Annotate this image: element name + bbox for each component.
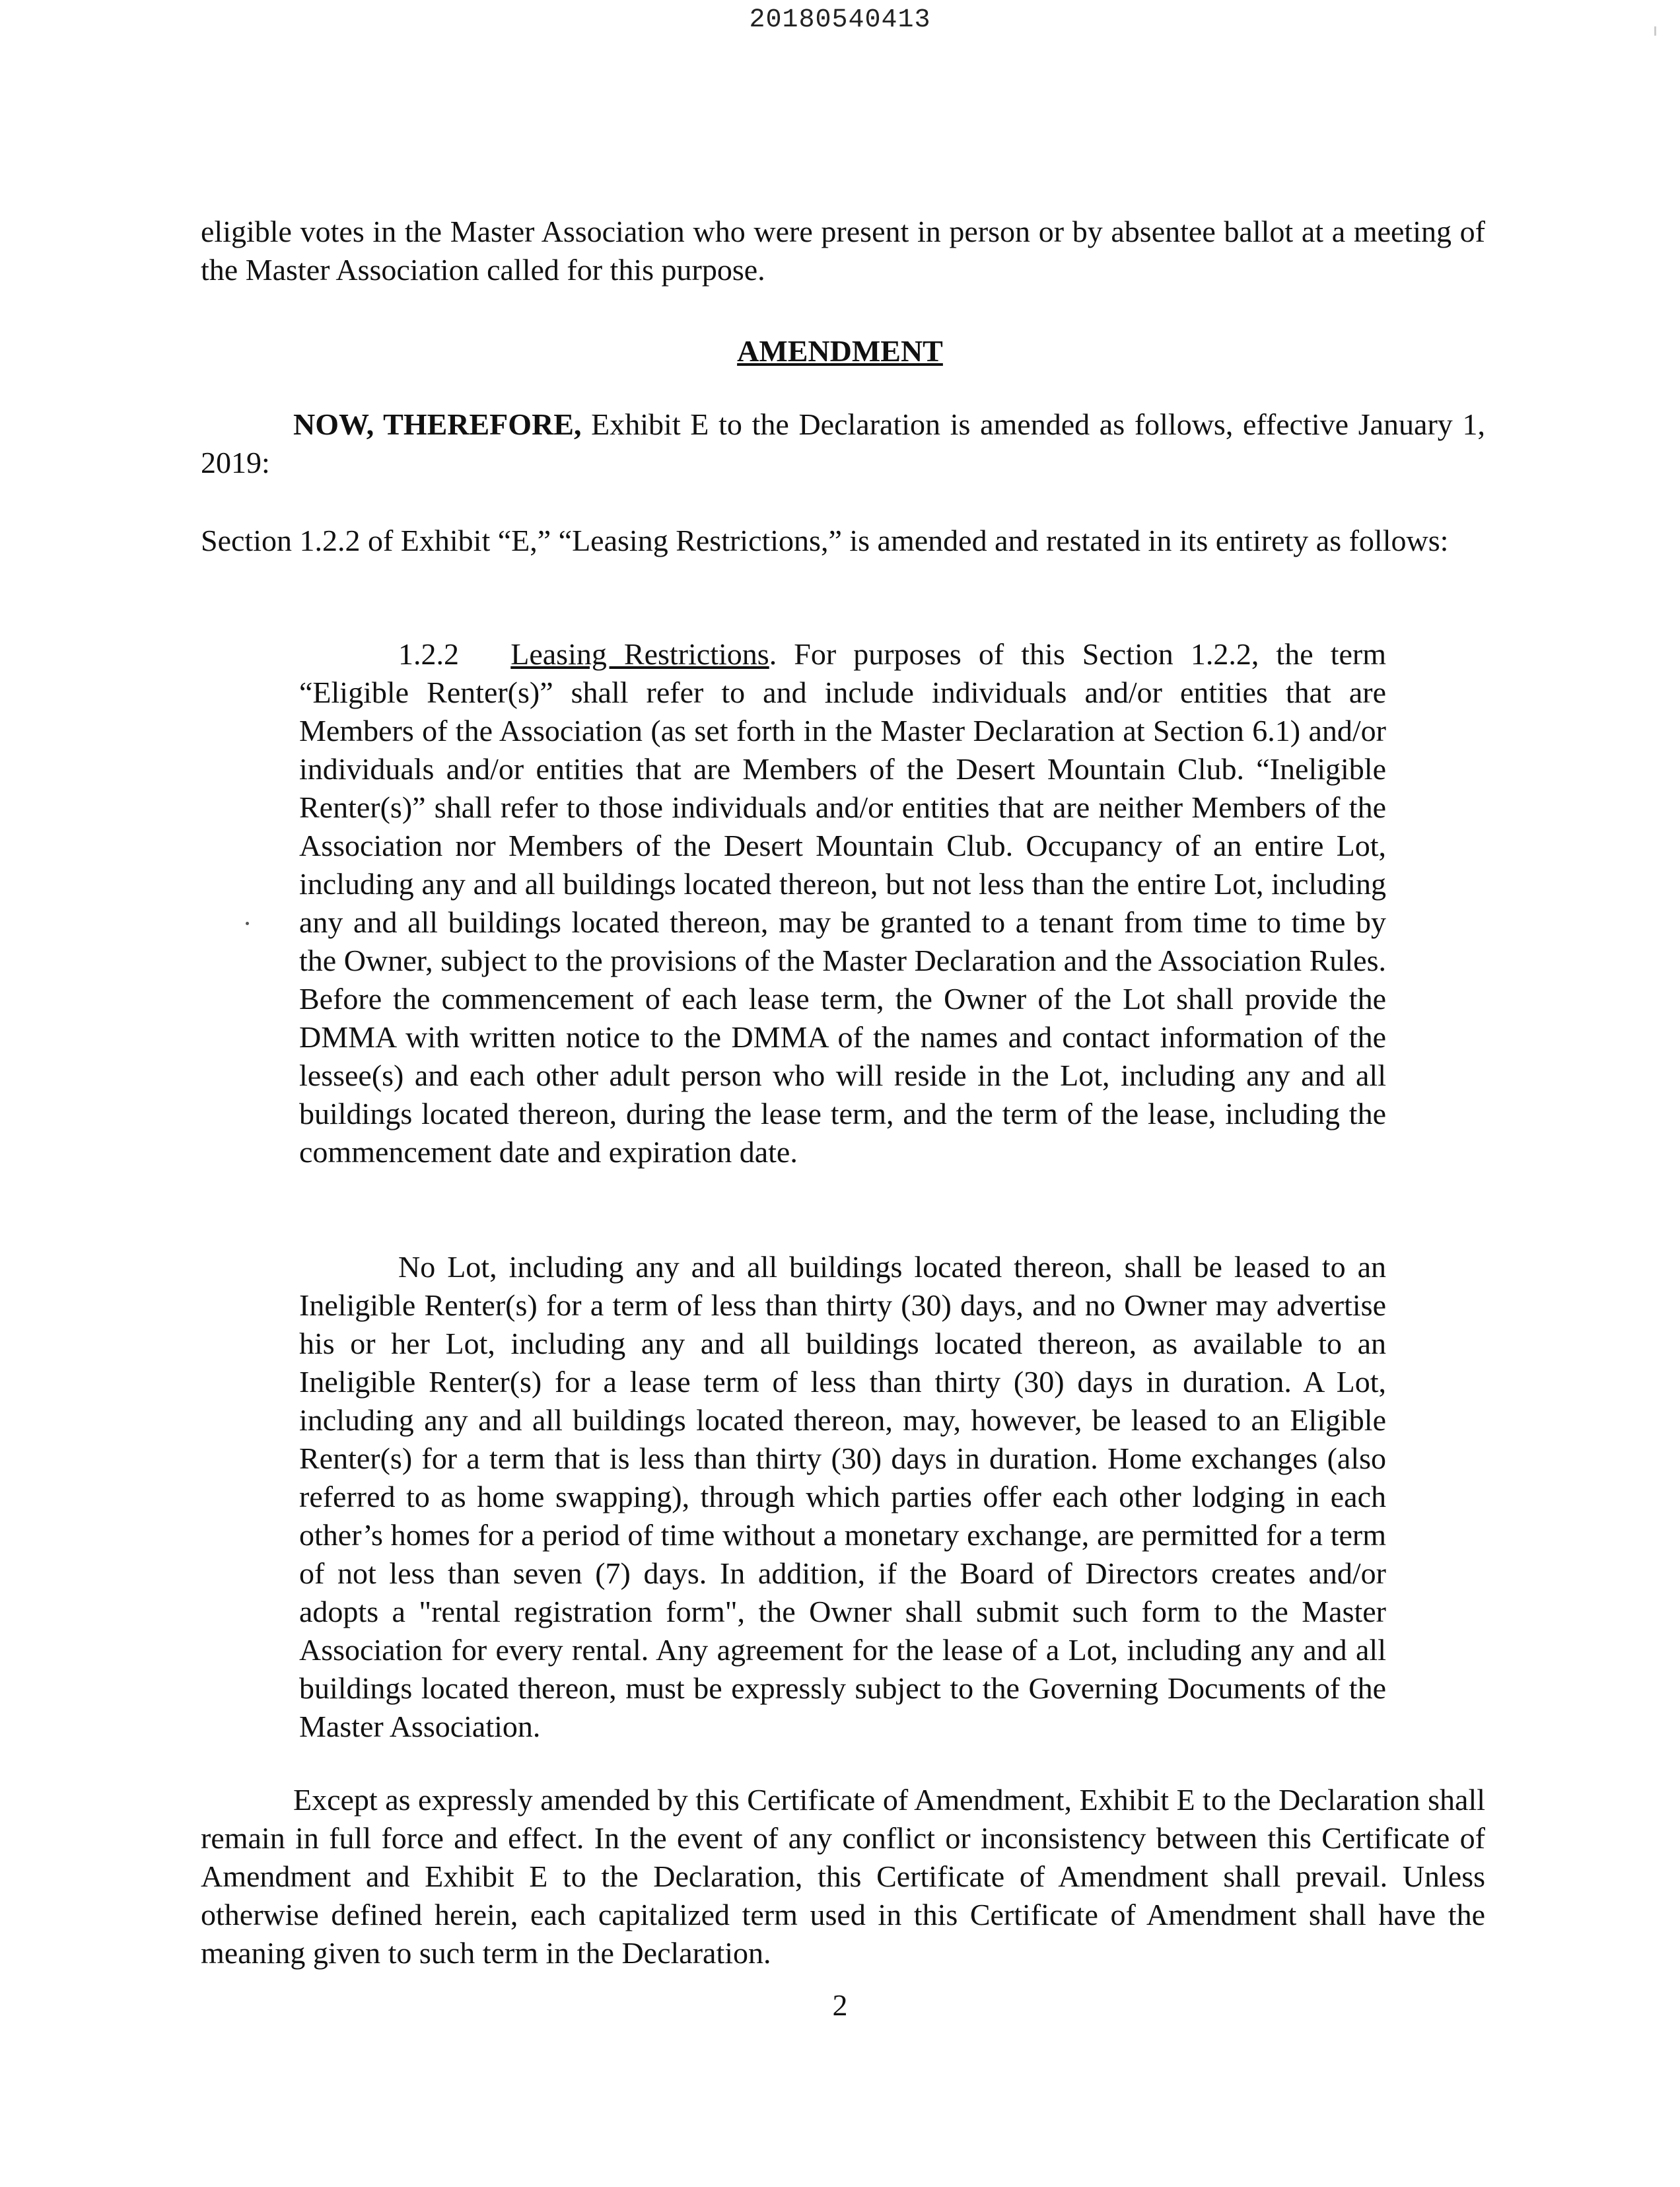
section-body-1: . For purposes of this Section 1.2.2, the term “Eligible Renter(s)” shall refer to and include individuals and/or entities that are Members of the Association (as set forth in the Master Declaration at Section 6.1) and/or individuals and/or entities that are Members of the Desert Mountain Club. “Ineligible Renter(s)” shall refer to those individuals and/or entities that are neither Members of the Association nor Members of the Desert Mountain Club. Occupancy of an entire Lot, including any and all buildings located thereon, but not less than the entire Lot, including any and all buildings located thereon, may be granted to a tenant from time to time by the Owner, subject to the provisions of the Master Declaration and the Association Rules. Before the commencement of each lease term, the Owner of the Lot shall provide the DMMA with written notice to the DMMA of the names and contact information of the lessee(s) and each other adult person who will reside in the Lot, including any and all buildings located thereon, during the lease term, and the term of the lease, including the commencement date and expiration date. [299, 637, 1386, 1169]
closing-paragraph: Except as expressly amended by this Certificate of Amendment, Exhibit E to the Declaration shall remain in full force and effect. In the event of any conflict or inconsistency between this Certificate of Amendment and Exhibit E to the Declaration, this Certificate of Amendment shall prevail. Unless otherwise defined herein, each capitalized term used in this Certificate of Amendment shall have the meaning given to such term in the Declaration. [201, 1783, 1485, 1970]
quoted-section-paragraph-2: No Lot, including any and all buildings located thereon, shall be leased to an Ineligible Renter(s) for a term of less than thirty (30) days, and no Owner may advertise his or her Lot, including any and all buildings located thereon, as available to an Ineligible Renter(s) for a lease term of less than thirty (30) days in duration. A Lot, including any and all buildings located thereon, may, however, be leased to an Eligible Renter(s) for a term that is less than thirty (30) days in duration. Home exchanges (also referred to as home swapping), through which parties offer each other lodging in each other’s homes for a period of time without a monetary exchange, are permitted for a term of not less than seven (7) days. In addition, if the Board of Directors creates and/or adopts a "rental registration form", the Owner shall submit such form to the Master Association for every rental. Any agreement for the lease of a Lot, including any and all buildings located thereon, must be expressly subject to the Governing Documents of the Master Association. [299, 1250, 1386, 1743]
scan-speck [246, 922, 249, 925]
document-number: 20180540413 [749, 5, 931, 35]
section-number: 1.2.2 [398, 637, 459, 671]
continuation-paragraph: eligible votes in the Master Association who were present in person or by absentee ballot at a meeting of the Master Association called for this purpose. [201, 215, 1485, 287]
scan-artifact [1654, 26, 1656, 36]
now-therefore-lead: NOW, THEREFORE, [293, 407, 582, 441]
page-number: 2 [832, 1988, 848, 2022]
section-title: Leasing Restrictions [510, 637, 769, 671]
section-intro-paragraph: Section 1.2.2 of Exhibit “E,” “Leasing Restrictions,” is amended and restated in its entirety as follows: [201, 524, 1449, 557]
amendment-heading: AMENDMENT [737, 334, 943, 368]
now-therefore-paragraph [201, 405, 1485, 482]
quoted-section-paragraph-1 [299, 635, 1386, 1171]
now-therefore-text: Exhibit E to the Declaration is amended as follows, effective January 1, 2019: [201, 407, 1485, 479]
